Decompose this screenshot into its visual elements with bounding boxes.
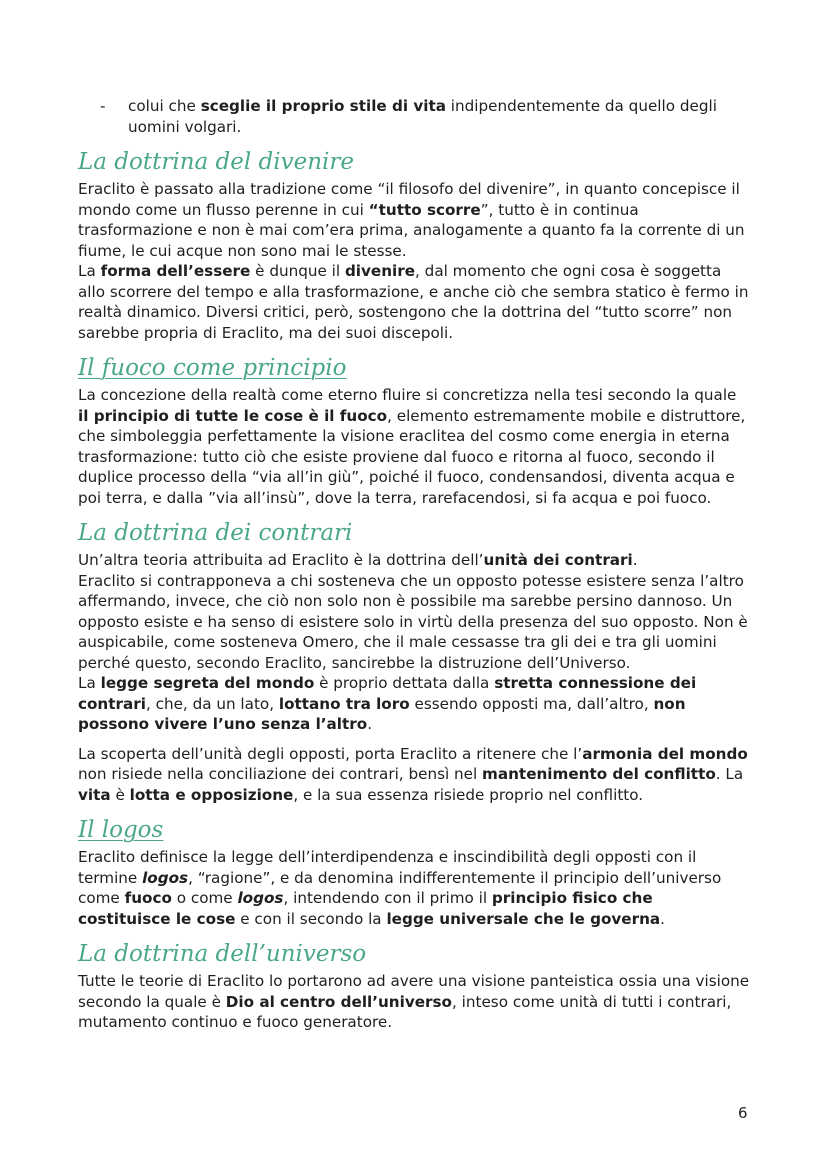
paragraph-divenire-2: La forma dell’essere è dunque il divenire, dal momento che ogni cosa è soggetta allo scorrere del tempo e alla trasformazione, e anche ciò che sembra statico è fermo in realtà dinamico. Diversi critici, però, sostengono che la dottrina del “tutto scorre” non sarebbe propria di Eraclito, ma dei suoi discepoli. — [78, 262, 749, 342]
document-page — [78, 96, 750, 1033]
bullet-item: - colui che sceglie il proprio stile di vita indipendentemente da quello degli uomini volgari. — [100, 97, 717, 136]
paragraph-contrari-2: Eraclito si contrapponeva a chi sosteneva che un opposto potesse esistere senza l’altro affermando, invece, che ciò non solo non è possibile ma sarebbe persino dannoso. Un opposto esiste e ha senso di esistere solo in virtù della presenza del suo opposto. Non è auspicabile, come sosteneva Omero, che il male cessasse tra gli dei e tra gli uomini perché questo, secondo Eraclito, sancirebbe la distruzione dell’Universo. — [78, 571, 748, 672]
heading-divenire: La dottrina del divenire — [78, 149, 354, 175]
page-number: 6 — [738, 1104, 748, 1122]
paragraph-divenire-1: Eraclito è passato alla tradizione come “il filosofo del divenire”, in quanto concepisce il mondo come un flusso perenne in cui “tutto scorre”, tutto è in continua trasformazione e non è mai com’era prima, analogamente a quanto fa la corrente di un fiume, le cui acque non sono mai le stesse. — [78, 180, 745, 260]
heading-universo: La dottrina dell’universo — [78, 941, 367, 967]
heading-contrari: La dottrina dei contrari — [78, 520, 353, 546]
bullet-dash: - — [100, 97, 106, 115]
paragraph-contrari-3: La legge segreta del mondo è proprio dettata dalla stretta connessione dei contrari, che, da un lato, lottano tra loro essendo opposti ma, dall’altro, non possono vivere l’uno senza l’altro. — [78, 674, 697, 733]
heading-fuoco: Il fuoco come principio — [78, 355, 347, 381]
paragraph-universo: Tutte le teorie di Eraclito lo portarono ad avere una visione panteistica ossia una visione secondo la quale è Dio al centro dell’universo, inteso come unità di tutti i contrari, mutamento continuo e fuoco generatore. — [78, 972, 750, 1031]
paragraph-contrari-4: La scoperta dell’unità degli opposti, porta Eraclito a ritenere che l’armonia del mondo non risiede nella conciliazione dei contrari, bensì nel mantenimento del conflitto. La vita è lotta e opposizione, e la sua essenza risiede proprio nel conflitto. — [78, 744, 748, 804]
paragraph-contrari-1: Un’altra teoria attribuita ad Eraclito è la dottrina dell’unità dei contrari. — [78, 551, 638, 569]
heading-logos: Il logos — [78, 817, 164, 843]
paragraph-logos: Eraclito definisce la legge dell’interdipendenza e inscindibilità degli opposti con il termine logos, “ragione”, e da denomina indifferentemente il principio dell’universo come fuoco o come logos, intendendo con il primo il principio fisico che costituisce le cose e con il secondo la legge universale che le governa. — [78, 848, 722, 928]
paragraph-fuoco: La concezione della realtà come eterno fluire si concretizza nella tesi secondo la quale il principio di tutte le cose è il fuoco, elemento estremamente mobile e distruttore, che simboleggia perfettamente la visione eraclitea del cosmo come energia in eterna trasformazione: tutto ciò che esiste proviene dal fuoco e ritorna al fuoco, secondo il duplice processo della “via all’in giù”, poiché il fuoco, condensandosi, diventa acqua e poi terra, e dalla ”via all’insù”, dove la terra, rarefacendosi, si fa acqua e poi fuoco. — [78, 386, 746, 507]
